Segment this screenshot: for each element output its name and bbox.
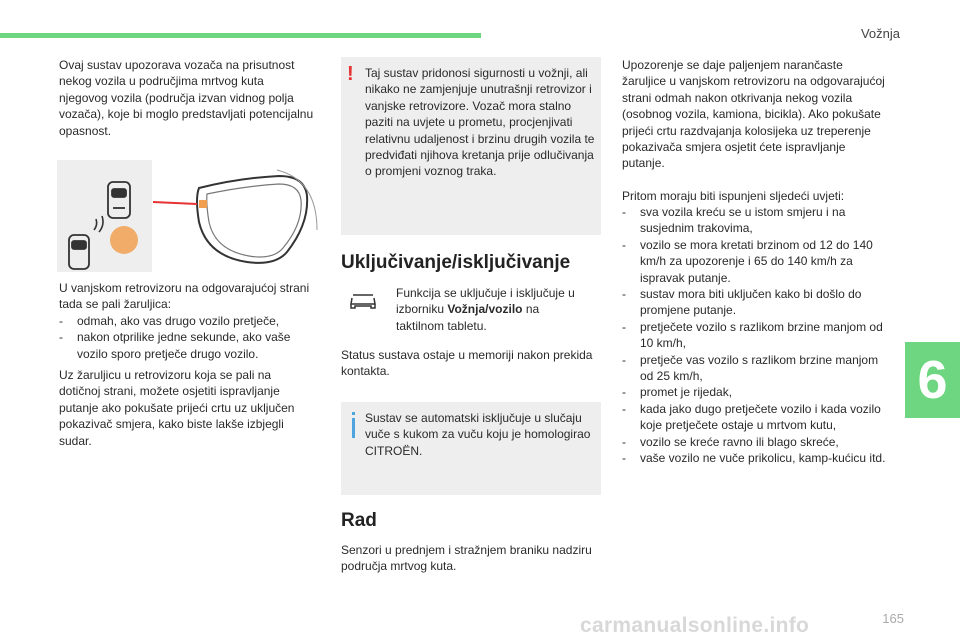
page-number: 165 (882, 611, 904, 626)
watermark: carmanualsonline.info (580, 614, 810, 637)
light-list (59, 313, 317, 362)
list-item: - pretječete vozilo s razlikom brzine manjom od 10 km/h, (622, 319, 890, 352)
list-item: - vaše vozilo ne vuče prikolicu, kamp-kućicu itd. (622, 450, 890, 466)
touch-text (396, 285, 586, 334)
section-heading-toggle: Uključivanje/isključivanje (341, 252, 571, 273)
list-item: - kada jako dugo pretječete vozilo i kada vozilo koje pretječete ostaje u mrtvom kutu, (622, 401, 890, 434)
list-item: - odmah, ako vas drugo vozilo pretječe, (59, 313, 317, 329)
list-item: - vozilo se mora kretati brzinom od 12 do 140 km/h za upozorenje i 65 do 140 km/h za ispravak putanje. (622, 237, 890, 286)
header-accent-bar (0, 33, 481, 38)
chapter-number-tab: 6 (905, 342, 960, 418)
blind-spot-illustration (57, 160, 319, 272)
vibration-paragraph: Uz žaruljicu u retrovizoru koja se pali na dotičnoj strani, možete osjetiti ispravljanje putanje ako pokušate prijeći crtu uz uključen pokazivač smjera, kako biste lakše izbjegli sudar. (59, 368, 295, 448)
pointer-line (153, 202, 197, 204)
list-item: - nakon otprilike jedne sekunde, ako vaše vozilo sporo pretječe drugo vozilo. (59, 329, 317, 362)
side-mirror-outline (197, 176, 307, 263)
warning-icon: ! (347, 63, 354, 85)
list-item: - sva vozila kreću se u istom smjeru i na susjednim trakovima, (622, 204, 890, 237)
list-item: - pretječe vas vozilo s razlikom brzine manjom od 25 km/h, (622, 352, 890, 385)
info-text: Sustav se automatski isključuje u slučaju vuče s kukom za vuču koju je homologirao CITROËN. (365, 411, 591, 458)
touch-text-part: na taktilnom tabletu. (396, 302, 540, 333)
warning-zone-indicator (110, 226, 138, 254)
warning-description: Upozorenje se daje paljenjem narančaste žaruljice u vanjskom retrovizoru na odgovarajućoj strani odmah nakon otkrivanja nekog vozila (osobnog vozila, kamiona, bicikla). Ako pokušate prijeći crtu razdvajanja kolosijeka uz treperenje pokazivača smjera osjetit ćete ispravljanje putanje. (622, 58, 885, 171)
info-box (341, 402, 601, 495)
list-item: - sustav mora biti uključen kako bi došlo do promjene putanje. (622, 286, 890, 319)
warning-text: Taj sustav pridonosi sigurnosti u vožnji, ali nikako ne zamjenjuje unutrašnji retrovizor i vanjske retrovizore. Vozač mora stalno paziti na uvjete u prometu, procjenjivati relativnu udaljenost i brzinu drugih vozila te predviđati njihova kretanja prije odlučivanja o promjeni voznog traka. (365, 66, 595, 179)
list-item: - promet je rijedak, (622, 384, 890, 400)
menu-name: Vožnja/vozilo (447, 302, 523, 317)
conditions-intro: Pritom moraju biti ispunjeni sljedeći uvjeti: (622, 189, 845, 203)
touch-screen-icon (349, 292, 377, 312)
info-icon (352, 418, 355, 438)
illustration-background (57, 160, 152, 272)
intro-paragraph: Ovaj sustav upozorava vozača na prisutnost nekog vozila u područjima mrtvog kuta njegovog vozila (područja izvan vidnog polja vozača), koje bi moglo predstavljati potencijalnu opasnost. (59, 58, 314, 138)
touch-text-part: Funkcija se uključuje i isključuje u izborniku (396, 286, 575, 317)
status-paragraph: Status sustava ostaje u memoriji nakon prekida kontakta. (341, 348, 593, 379)
warning-box (341, 57, 601, 235)
mirror-indicator-lamp (199, 200, 207, 208)
chapter-title: Vožnja (860, 26, 900, 41)
list-item: - vozilo se kreće ravno ili blago skreće, (622, 434, 890, 450)
light-text: U vanjskom retrovizoru na odgovarajućoj strani tada se pali žaruljica: (59, 281, 310, 312)
rad-paragraph: Senzori u prednjem i stražnjem braniku nadziru područja mrtvog kuta. (341, 543, 592, 574)
conditions-list (622, 204, 890, 467)
section-heading-rad: Rad (341, 510, 377, 531)
